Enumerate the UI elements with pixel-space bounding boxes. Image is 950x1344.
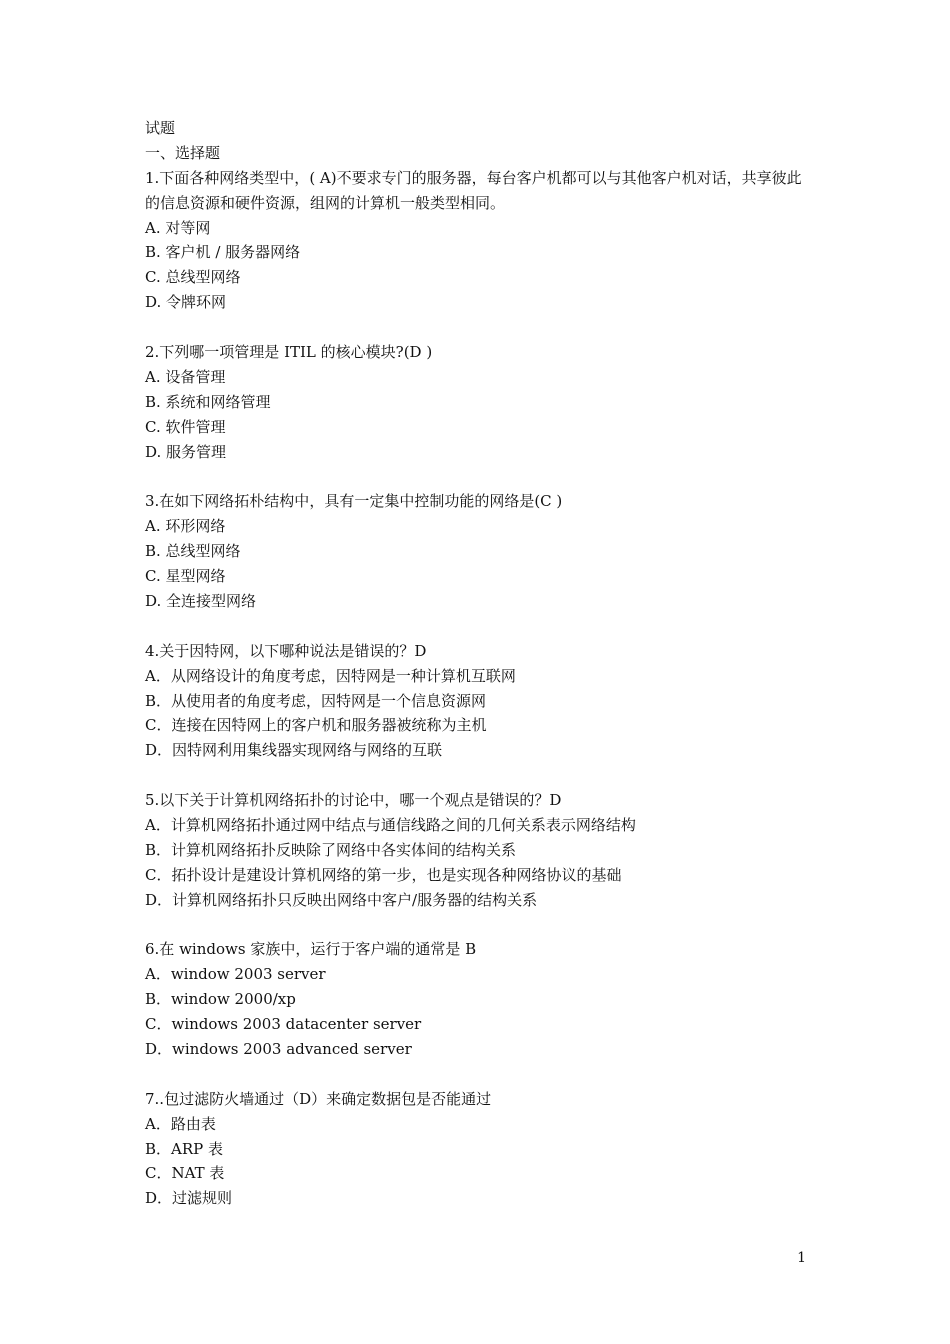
option-a: A. 环形网络 bbox=[145, 517, 226, 536]
option-b: B．从使用者的角度考虑，因特网是一个信息资源网 bbox=[145, 691, 487, 710]
document-page bbox=[145, 116, 815, 1211]
question-stem: 5.以下关于计算机网络拓扑的讨论中，哪一个观点是错误的？D bbox=[145, 791, 562, 810]
option-a: A．路由表 bbox=[145, 1114, 216, 1133]
option-d: D．windows 2003 advanced server bbox=[145, 1039, 412, 1058]
option-c: C．拓扑设计是建设计算机网络的第一步，也是实现各种网络协议的基础 bbox=[145, 865, 622, 884]
option-a: A．window 2003 server bbox=[145, 965, 326, 984]
option-c: C．连接在因特网上的客户机和服务器被统称为主机 bbox=[145, 716, 487, 735]
option-c: C．windows 2003 datacenter server bbox=[145, 1015, 422, 1034]
doc-title: 试题 bbox=[145, 119, 176, 137]
question-2 bbox=[145, 340, 815, 464]
question-5 bbox=[145, 788, 815, 912]
option-d: D. 令牌环网 bbox=[145, 293, 227, 312]
option-c: C. 总线型网络 bbox=[145, 268, 241, 287]
question-6 bbox=[145, 937, 815, 1061]
spacer bbox=[145, 1062, 815, 1087]
spacer bbox=[145, 315, 815, 340]
option-a: A. 对等网 bbox=[145, 218, 211, 237]
option-d: D. 服务管理 bbox=[145, 442, 227, 461]
option-d: D．计算机网络拓扑只反映出网络中客户/服务器的结构关系 bbox=[145, 890, 538, 909]
option-b: B. 总线型网络 bbox=[145, 542, 241, 561]
option-a: A．计算机网络拓扑通过网中结点与通信线路之间的几何关系表示网络结构 bbox=[145, 815, 636, 834]
option-b: B. 系统和网络管理 bbox=[145, 392, 271, 411]
option-c: C. 星型网络 bbox=[145, 567, 226, 586]
option-c: C. 软件管理 bbox=[145, 417, 226, 436]
option-d: D．因特网利用集线器实现网络与网络的互联 bbox=[145, 741, 443, 760]
question-stem: 6.在 windows 家族中，运行于客户端的通常是 B bbox=[145, 940, 477, 959]
option-d: D. 全连接型网络 bbox=[145, 591, 257, 610]
spacer bbox=[145, 913, 815, 938]
option-a: A．从网络设计的角度考虑，因特网是一种计算机互联网 bbox=[145, 666, 516, 685]
question-4 bbox=[145, 639, 815, 763]
spacer bbox=[145, 763, 815, 788]
question-1 bbox=[145, 166, 815, 315]
option-d: D．过滤规则 bbox=[145, 1189, 233, 1208]
question-3 bbox=[145, 489, 815, 613]
option-b: B．ARP 表 bbox=[145, 1139, 224, 1158]
option-c: C．NAT 表 bbox=[145, 1164, 225, 1183]
spacer bbox=[145, 614, 815, 639]
page-number: 1 bbox=[797, 1250, 806, 1266]
option-b: B. 客户机 / 服务器网络 bbox=[145, 243, 301, 262]
question-stem: 4.关于因特网，以下哪种说法是错误的？D bbox=[145, 641, 427, 660]
question-stem: 1.下面各种网络类型中，( A)不要求专门的服务器，每台客户机都可以与其他客户机对话，共享彼此的信息资源和硬件资源，组网的计算机一般类型相同。 bbox=[145, 168, 802, 212]
option-a: A. 设备管理 bbox=[145, 367, 226, 386]
option-b: B．window 2000/xp bbox=[145, 990, 296, 1009]
question-stem: 2.下列哪一项管理是 ITIL 的核心模块?(D ) bbox=[145, 343, 433, 362]
question-7 bbox=[145, 1087, 815, 1211]
question-stem: 3.在如下网络拓朴结构中，具有一定集中控制功能的网络是(C ) bbox=[145, 492, 563, 511]
section-heading: 一、选择题 bbox=[145, 143, 221, 162]
spacer bbox=[145, 465, 815, 490]
question-stem: 7..包过滤防火墙通过（D）来确定数据包是否能通过 bbox=[145, 1089, 492, 1108]
option-b: B．计算机网络拓扑反映除了网络中各实体间的结构关系 bbox=[145, 840, 517, 859]
